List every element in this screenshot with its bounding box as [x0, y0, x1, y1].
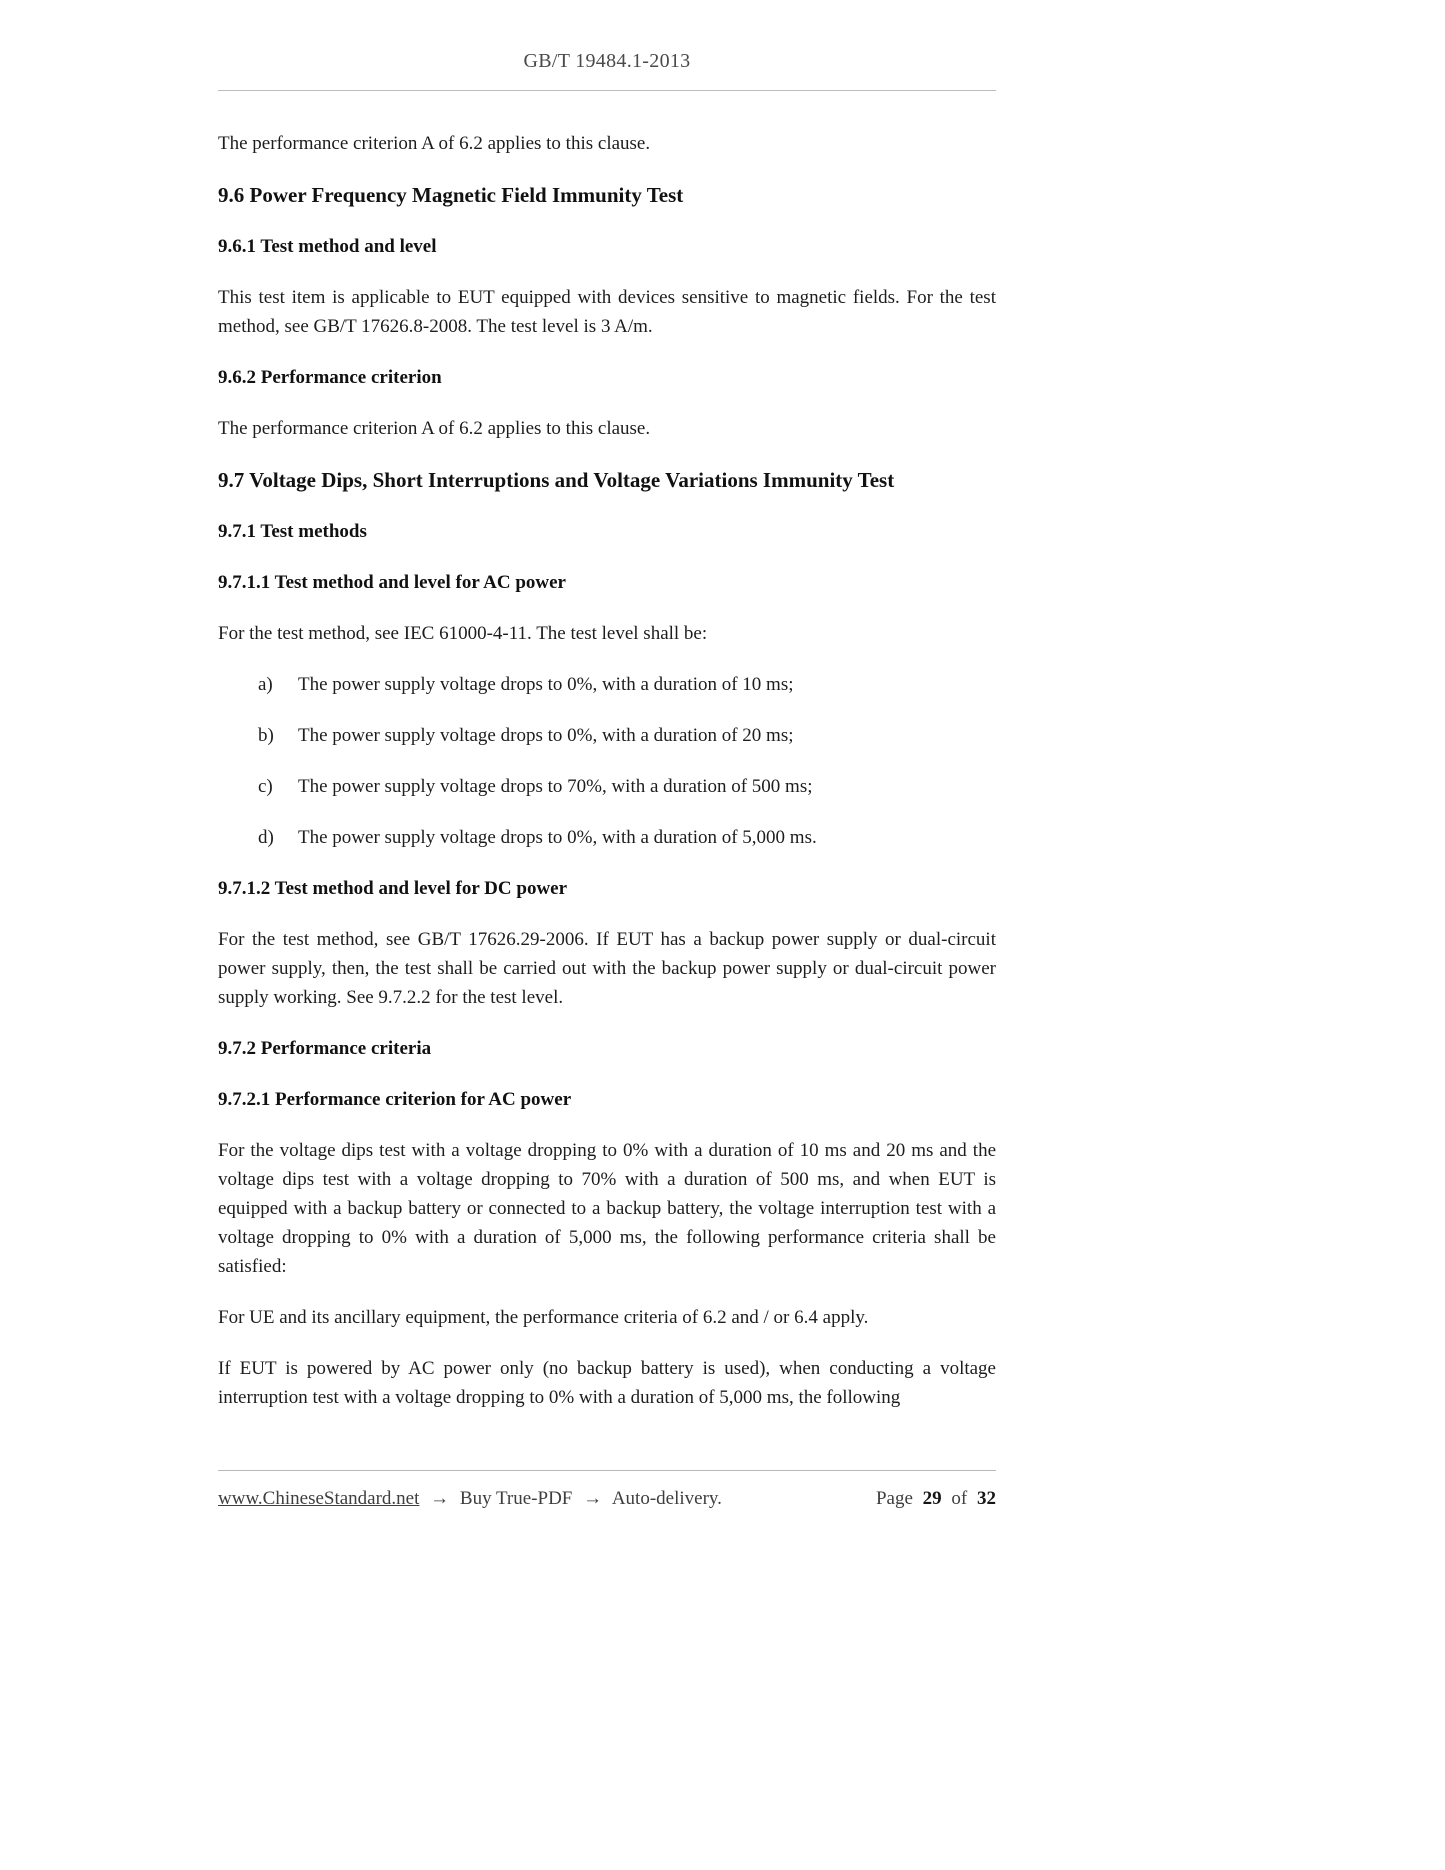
document-body — [218, 129, 996, 1412]
total-page-number: 32 — [977, 1488, 996, 1509]
paragraph-9-7-2-1-b: For UE and its ancillary equipment, the performance criteria of 6.2 and / or 6.4 apply. — [218, 1307, 869, 1328]
paragraph-intro: The performance criterion A of 6.2 applies to this clause. — [218, 133, 651, 154]
list-item-b — [218, 721, 996, 750]
footer-source — [218, 1488, 728, 1510]
list-item-d — [218, 823, 996, 852]
subsection-heading-9-7-2-1: 9.7.2.1 Performance criterion for AC power — [218, 1089, 572, 1110]
list-text-b: The power supply voltage drops to 0%, with a duration of 20 ms; — [298, 725, 794, 746]
header-divider — [218, 90, 996, 91]
paragraph-9-7-1-2: For the test method, see GB/T 17626.29-2006. If EUT has a backup power supply or dual-circuit power supply, then, the test shall be carried out with the backup power supply or dual-circuit power supply working. See 9.7.2.2 for the test level. — [218, 929, 996, 1008]
content-column — [218, 0, 996, 1434]
subsection-heading-9-7-1-2: 9.7.1.2 Test method and level for DC power — [218, 878, 568, 899]
section-heading-9-7: 9.7 Voltage Dips, Short Interruptions and Voltage Variations Immunity Test — [218, 468, 895, 492]
arrow-right-icon: → — [430, 1488, 450, 1509]
list-marker-a: a) — [258, 674, 273, 695]
document-number: GB/T 19484.1-2013 — [523, 50, 691, 72]
arrow-right-icon: → — [583, 1488, 603, 1509]
of-label: of — [951, 1488, 968, 1509]
paragraph-9-6-1: This test item is applicable to EUT equipped with devices sensitive to magnetic fields. For the test method, see GB/T 17626.8-2008. The test level is 3 A/m. — [218, 287, 996, 337]
subsection-heading-9-7-2: 9.7.2 Performance criteria — [218, 1038, 432, 1059]
list-marker-d: d) — [258, 827, 274, 848]
footer-buy-label: Buy True-PDF — [459, 1488, 573, 1509]
list-marker-c: c) — [258, 776, 273, 797]
footer-divider — [218, 1470, 996, 1471]
page-header — [218, 0, 996, 91]
paragraph-9-7-1-1: For the test method, see IEC 61000-4-11. The test level shall be: — [218, 623, 708, 644]
list-text-c: The power supply voltage drops to 70%, with a duration of 500 ms; — [298, 776, 813, 797]
footer-row — [218, 1488, 996, 1510]
footer-delivery-label: Auto-delivery. — [611, 1488, 722, 1509]
list-text-a: The power supply voltage drops to 0%, with a duration of 10 ms; — [298, 674, 794, 695]
subsection-heading-9-7-1-1: 9.7.1.1 Test method and level for AC power — [218, 572, 566, 593]
footer-website-link[interactable]: www.ChineseStandard.net — [218, 1488, 420, 1509]
footer-pagination — [876, 1488, 996, 1510]
current-page-number: 29 — [922, 1488, 942, 1509]
subsection-heading-9-6-2: 9.6.2 Performance criterion — [218, 367, 442, 388]
list-marker-b: b) — [258, 725, 274, 746]
page-label: Page — [875, 1488, 913, 1509]
list-text-d: The power supply voltage drops to 0%, with a duration of 5,000 ms. — [298, 827, 817, 848]
list-item-c — [218, 772, 996, 801]
paragraph-9-6-2: The performance criterion A of 6.2 applies to this clause. — [218, 418, 651, 439]
section-heading-9-6: 9.6 Power Frequency Magnetic Field Immunity Test — [218, 183, 684, 207]
page-footer — [218, 1470, 996, 1510]
subsection-heading-9-7-1: 9.7.1 Test methods — [218, 521, 367, 542]
paragraph-9-7-2-1-c: If EUT is powered by AC power only (no backup battery is used), when conducting a voltage interruption test with a voltage dropping to 0% with a duration of 5,000 ms, the following — [218, 1358, 996, 1408]
paragraph-9-7-2-1-a: For the voltage dips test with a voltage dropping to 0% with a duration of 10 ms and 20 ms and the voltage dips test with a voltage dropping to 70% with a duration of 500 ms, and when EUT is equipped with a backup battery or connected to a backup battery, the voltage interruption test with a voltage dropping to 0% with a duration of 5,000 ms, the following performance criteria shall be satisfied: — [218, 1140, 996, 1277]
list-item-a — [218, 670, 996, 699]
subsection-heading-9-6-1: 9.6.1 Test method and level — [218, 236, 437, 257]
